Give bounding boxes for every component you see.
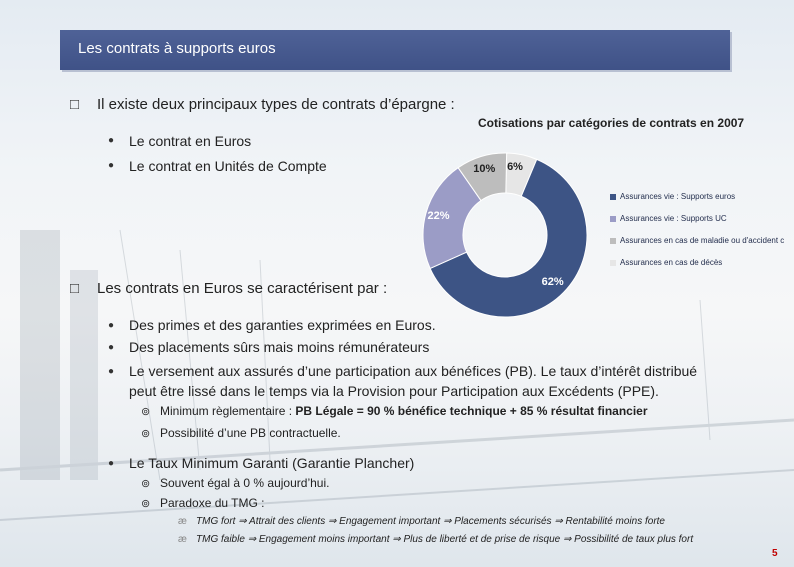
bullet-icon: ● xyxy=(108,458,115,469)
ae-bullet-icon: æ xyxy=(178,516,187,527)
legend-item xyxy=(610,236,784,245)
tmg-fort-line xyxy=(196,516,665,527)
pie-slice-label: 10% xyxy=(473,162,496,175)
tmg-faible-b: Engagement moins important xyxy=(258,534,390,545)
legend-label: Assurances vie : Supports euros xyxy=(620,192,736,201)
bullet-icon: ● xyxy=(108,366,115,377)
tmg-fort-d: Placements sécurisés xyxy=(454,516,552,527)
tmg-faible-line xyxy=(196,534,693,545)
versement-line2: peut être lissé dans le temps via la Provision pour Participation aux Excédents (PPE). xyxy=(129,383,659,399)
bullet-icon: ● xyxy=(108,320,115,331)
legend-swatch xyxy=(610,194,616,200)
implies-icon: ⇒ xyxy=(562,534,572,545)
tmg-fort-a: TMG fort xyxy=(196,516,236,527)
ring-bullet-icon: ⊚ xyxy=(141,478,151,490)
implies-icon: ⇒ xyxy=(443,516,452,527)
legend-swatch xyxy=(610,260,616,266)
ae-bullet-icon: æ xyxy=(178,534,187,545)
bullet-icon: ● xyxy=(108,160,115,171)
tmg-heading: Le Taux Minimum Garanti (Garantie Plancher) xyxy=(129,455,415,471)
implies-icon: ⇒ xyxy=(238,516,247,527)
ring-bullet-icon: ⊚ xyxy=(141,428,151,440)
title-bar xyxy=(60,30,730,70)
chart-title: Cotisations par catégories de contrats en 2007 xyxy=(478,116,745,130)
square-bullet-icon: □ xyxy=(70,280,80,297)
legend-label: Assurances en cas de maladie ou d'accident c xyxy=(620,236,785,245)
implies-icon: ⇒ xyxy=(554,516,563,527)
list-item: Des primes et des garanties exprimées en Euros. xyxy=(129,317,436,333)
tmg-faible-d: Possibilité de taux plus fort xyxy=(574,534,694,545)
ring-bullet-icon: ⊚ xyxy=(141,498,151,510)
ring-bullet-icon: ⊚ xyxy=(141,406,151,418)
list-item: Le contrat en Unités de Compte xyxy=(129,158,327,174)
pie-slice-label: 62% xyxy=(541,275,564,288)
section1-heading: Il existe deux principaux types de contrats d’épargne : xyxy=(97,96,455,113)
legend-item xyxy=(610,192,735,201)
tmg-sub1: Souvent égal à 0 % aujourd’hui. xyxy=(160,476,330,490)
bullet-icon: ● xyxy=(108,135,115,146)
legend-item xyxy=(610,258,722,267)
tmg-faible-a: TMG faible xyxy=(196,534,245,545)
tmg-sub2: Paradoxe du TMG : xyxy=(160,496,265,510)
square-bullet-icon: □ xyxy=(70,96,80,113)
implies-icon: ⇒ xyxy=(327,516,337,527)
tmg-faible-c: Plus de liberté et de prise de risque xyxy=(403,534,561,545)
slide-title: Les contrats à supports euros xyxy=(78,40,276,57)
section2-heading: Les contrats en Euros se caractérisent par : xyxy=(97,280,388,297)
pie-slice-label: 6% xyxy=(507,161,523,174)
list-item: Le contrat en Euros xyxy=(129,133,252,149)
min-formula: PB Légale = 90 % bénéfice technique + 85 % résultat financier xyxy=(295,404,648,418)
page-number: 5 xyxy=(772,548,778,559)
bullet-icon: ● xyxy=(108,342,115,353)
minimum-reglementaire xyxy=(160,404,648,418)
legend-label: Assurances vie : Supports UC xyxy=(620,214,727,223)
tmg-fort-e: Rentabilité moins forte xyxy=(565,516,665,527)
legend-swatch xyxy=(610,216,616,222)
pie-slice-label: 22% xyxy=(427,209,450,222)
legend-swatch xyxy=(610,238,616,244)
versement-line1: Le versement aux assurés d’une participation aux bénéfices (PB). Le taux d’intérêt distribué xyxy=(129,363,698,379)
tmg-fort-c: Engagement important xyxy=(339,516,441,527)
implies-icon: ⇒ xyxy=(247,534,257,545)
donut-chart xyxy=(420,150,590,320)
list-item: Des placements sûrs mais moins rémunérateurs xyxy=(129,339,430,355)
tmg-fort-b: Attrait des clients xyxy=(249,516,326,527)
legend-item xyxy=(610,214,727,223)
legend-label: Assurances en cas de décès xyxy=(620,258,723,267)
implies-icon: ⇒ xyxy=(392,534,401,545)
min-prefix: Minimum règlementaire : xyxy=(160,404,296,418)
pb-contractuelle: Possibilité d’une PB contractuelle. xyxy=(160,426,341,440)
